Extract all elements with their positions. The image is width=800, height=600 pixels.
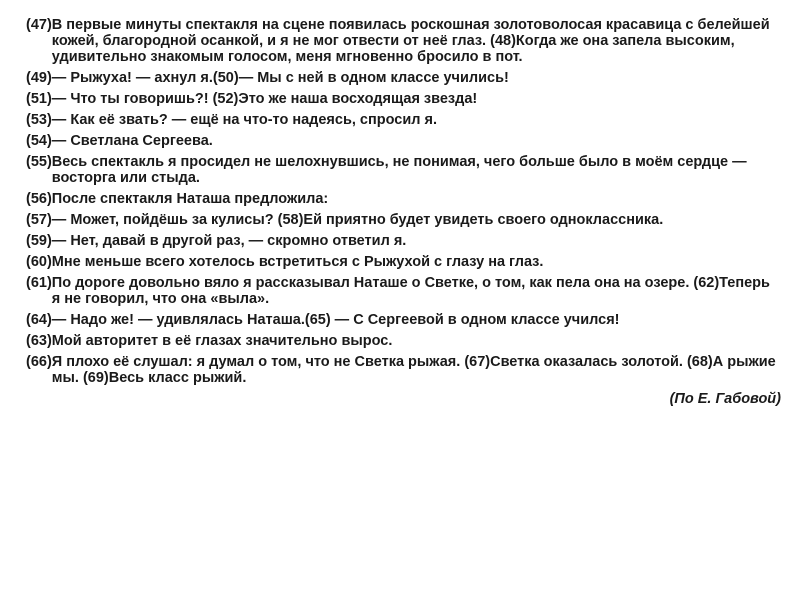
paragraph-text: — Нет, давай в другой раз, — скромно ответил я. [51,233,407,249]
story-excerpt [26,17,781,407]
sentence-number: (57) [26,212,52,228]
paragraph-66 [26,354,781,386]
sentence-number: (66) [26,354,52,370]
sentence-number: (51) [26,91,52,107]
paragraph-61 [26,275,781,307]
paragraph-text: — Как её звать? — ещё на что-то надеясь, спросил я. [51,112,437,128]
paragraph-text: — Что ты говоришь?! (52)Это же наша восходящая звезда! [51,91,478,107]
author-attribution: (По Е. Габовой) [669,391,781,407]
sentence-number: (63) [26,333,52,349]
paragraph-53 [26,112,781,128]
paragraph-57 [26,212,781,228]
paragraph-text: В первые минуты спектакля на сцене появилась роскошная золотоволосая красавица с белейшей кожей, благородной осанкой, и я не мог отвести от неё глаз. (48)Когда же она запела высоким, удивительно знакомым голосом, меня мгновенно бросило в пот. [51,17,770,65]
paragraph-text: Мой авторитет в её глазах значительно вырос. [51,333,393,349]
paragraph-56 [26,191,781,207]
paragraph-54 [26,133,781,149]
paragraph-55 [26,154,781,186]
paragraph-text: — Может, пойдёшь за кулисы? (58)Ей приятно будет увидеть своего одноклассника. [51,212,664,228]
sentence-number: (54) [26,133,52,149]
paragraph-59 [26,233,781,249]
paragraph-text: По дороге довольно вяло я рассказывал Наташе о Светке, о том, как пела она на озере. (62)Теперь я не говорил, что она «выла». [51,275,770,307]
sentence-number: (55) [26,154,52,170]
paragraph-text: После спектакля Наташа предложила: [51,191,329,207]
sentence-number: (56) [26,191,52,207]
paragraph-text: Мне меньше всего хотелось встретиться с Рыжухой с глазу на глаз. [51,254,544,270]
paragraph-text: — Рыжуха! — ахнул я.(50)— Мы с ней в одном классе учились! [51,70,509,86]
sentence-number: (60) [26,254,52,270]
sentence-number: (64) [26,312,52,328]
sentence-number: (61) [26,275,52,291]
paragraph-text: Весь спектакль я просидел не шелохнувшись, не понимая, чего больше было в моём сердце — восторга или стыда. [51,154,747,186]
sentence-number: (53) [26,112,52,128]
paragraph-text: — Надо же! — удивлялась Наташа.(65) — С Сергеевой в одном классе учился! [51,312,620,328]
paragraph-text: — Светлана Сергеева. [51,133,213,149]
sentence-number: (49) [26,70,52,86]
sentence-number: (47) [26,17,52,33]
paragraph-text: Я плохо её слушал: я думал о том, что не Светка рыжая. (67)Светка оказалась золотой. (68)А рыжие мы. (69)Весь класс рыжий. [51,354,776,386]
paragraph-60 [26,254,781,270]
sentence-number: (59) [26,233,52,249]
paragraph-47 [26,17,781,65]
paragraph-49 [26,70,781,86]
paragraph-51 [26,91,781,107]
paragraph-63 [26,333,781,349]
paragraph-64 [26,312,781,328]
